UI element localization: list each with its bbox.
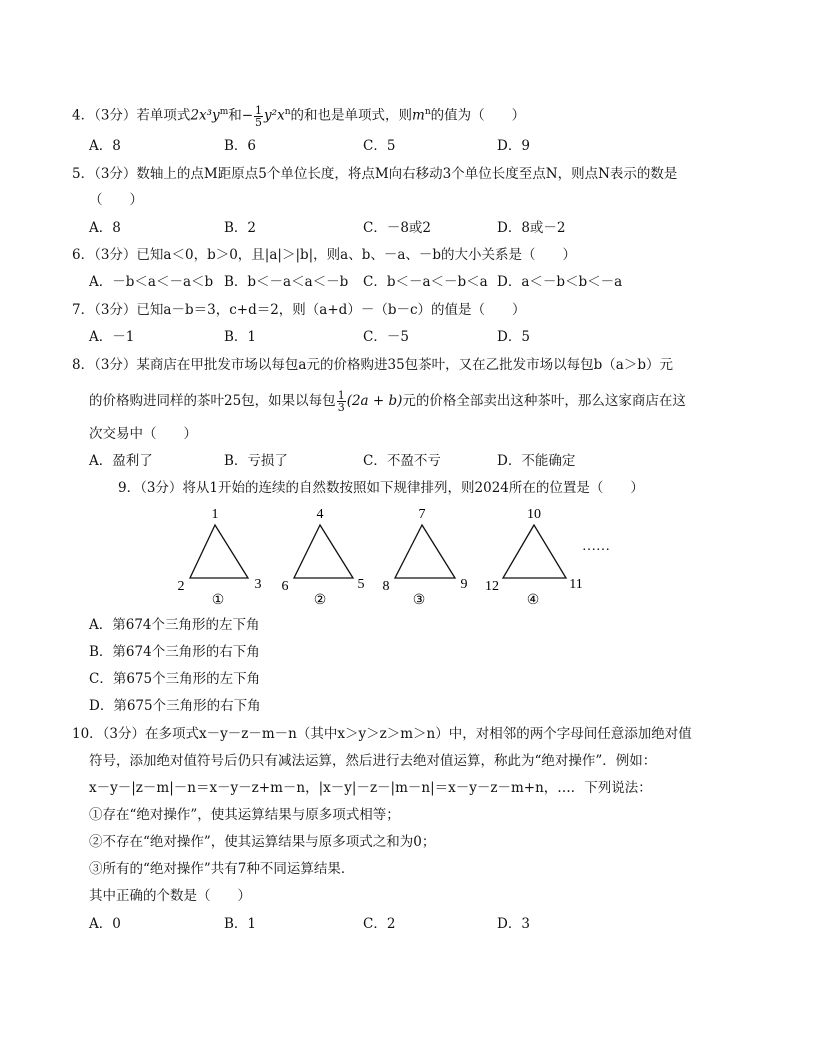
q6-option-c[interactable]: C．b＜－a＜－b＜a (363, 274, 488, 290)
question-8-stem-end: 次交易中（ ） (89, 426, 197, 442)
triangle-1-right: 3 (254, 577, 262, 592)
q8-option-d[interactable]: D．不能确定 (497, 453, 576, 469)
triangle-pattern-figure (0, 500, 816, 610)
q6-option-a[interactable]: A．－b＜a＜－a＜b (89, 274, 214, 290)
q6-option-b[interactable]: B．b＜－a＜a＜－b (224, 274, 349, 290)
question-6-stem: 6．（3分）已知a＜0，b＞0，且|a|＞|b|，则a、b、－a、－b的大小关系是（ ） (72, 247, 577, 263)
triangle-4 (485, 507, 583, 608)
q8-option-a[interactable]: A．盈利了 (89, 453, 153, 469)
q9-option-a[interactable]: A．第674个三角形的左下角 (89, 617, 260, 633)
question-9-stem: 9．（3分）将从1开始的连续的自然数按照如下规律排列，则2024所在的位置是（ ） (118, 480, 644, 496)
q7-option-d[interactable]: D．5 (497, 329, 530, 345)
triangle-4-label: ④ (526, 593, 540, 608)
question-5-stem: 5．（3分）数轴上的点M距原点5个单位长度，将点M向右移动3个单位长度至点N，则点N表示的数是 (72, 166, 678, 182)
question-10-stem: 10．（3分）在多项式x－y－z－m－n（其中x＞y＞z＞m＞n）中，对相邻的两个字母间任意添加绝对值 (72, 726, 692, 742)
q8-option-b[interactable]: B．亏损了 (224, 453, 288, 469)
q10-option-d[interactable]: D．3 (497, 916, 530, 932)
q7-option-c[interactable]: C．－5 (363, 329, 409, 345)
triangle-3-top: 7 (418, 507, 426, 522)
question-10-statement-1: ①存在“绝对操作”，使其运算结果与原多项式相等； (89, 807, 400, 823)
q5-option-c[interactable]: C．－8或2 (363, 220, 432, 236)
triangle-3-label: ③ (412, 593, 426, 608)
question-7-stem: 7．（3分）已知a－b＝3，c+d＝2，则（a+d）－（b－c）的值是（ ） (72, 302, 526, 318)
q5-option-b[interactable]: B．2 (224, 220, 257, 236)
q7-option-a[interactable]: A．－1 (89, 329, 135, 345)
question-10-stem-line2: 符号，添加绝对值符号后仍只有减法运算，然后进行去绝对值运算，称此为“绝对操作”．例如： (89, 753, 657, 769)
fraction-one-fifth: $\frac{1}{5}$ (255, 103, 263, 129)
triangle-1 (178, 507, 262, 608)
triangle-3-left: 8 (382, 579, 390, 594)
question-10-stem-line3: x－y－|z－m|－n＝x－y－z+m－n，|x－y|－z－|m－n|＝x－y－z－m+n，…．下列说法： (89, 780, 652, 796)
q9-option-d[interactable]: D．第675个三角形的右下角 (89, 698, 261, 714)
q4-option-d[interactable]: D．9 (497, 138, 530, 154)
triangle-1-left: 2 (177, 579, 185, 594)
q9-option-b[interactable]: B．第674个三角形的右下角 (89, 644, 260, 660)
question-10-statement-2: ②不存在“绝对操作”，使其运算结果与原多项式之和为0； (89, 834, 436, 850)
q5-option-a[interactable]: A．8 (89, 220, 121, 236)
triangle-2-right: 5 (357, 577, 365, 592)
question-8-stem: 8．（3分）某商店在甲批发市场以每包a元的价格购进35包茶叶，又在乙批发市场以每包b（a＞b）元 (72, 357, 673, 373)
triangle-3 (383, 507, 468, 608)
pattern-ellipsis: …… (582, 539, 610, 554)
triangle-4-top: 10 (527, 507, 541, 522)
triangle-2 (282, 507, 365, 608)
q10-option-b[interactable]: B．1 (224, 916, 257, 932)
q4-option-c[interactable]: C．5 (363, 138, 396, 154)
fraction-one-third: $\frac{1}{3}$ (337, 389, 345, 414)
triangle-1-label: ① (211, 593, 225, 608)
triangle-2-label: ② (313, 593, 327, 608)
question-5-stem-cont: （ ） (89, 192, 143, 208)
q7-option-b[interactable]: B．1 (224, 329, 257, 345)
triangle-2-top: 4 (316, 507, 324, 522)
q4-option-a[interactable]: A．8 (89, 138, 121, 154)
triangle-3-right: 9 (460, 577, 468, 592)
triangle-1-top: 1 (211, 507, 219, 522)
q10-option-c[interactable]: C．2 (363, 916, 396, 932)
question-10-statement-3: ③所有的“绝对操作”共有7种不同运算结果． (89, 861, 355, 877)
question-8-stem-cont: 的价格购进同样的茶叶25包，如果以每包 $\frac{1}{3}$ (2a + b)元的价格全部卖出这种茶叶，那么这家商店在这 (89, 389, 686, 414)
question-10-prompt: 其中正确的个数是（ ） (89, 888, 251, 904)
q6-option-d[interactable]: D．a＜－b＜b＜－a (497, 274, 623, 290)
triangle-4-left: 12 (485, 579, 499, 594)
question-4-stem: 4．（3分）若单项式$2x^3y^m$和− $\frac{1}{5}$ $y^2x^n$的和也是单项式，则$m^n$的值为（ ） (72, 103, 526, 129)
q10-option-a[interactable]: A．0 (89, 916, 121, 932)
q8-option-c[interactable]: C．不盈不亏 (363, 453, 441, 469)
q9-option-c[interactable]: C．第675个三角形的左下角 (89, 671, 261, 687)
triangle-4-right: 11 (569, 577, 583, 592)
q4-option-b[interactable]: B．6 (224, 138, 257, 154)
q5-option-d[interactable]: D．8或－2 (497, 220, 566, 236)
triangle-2-left: 6 (281, 579, 289, 594)
